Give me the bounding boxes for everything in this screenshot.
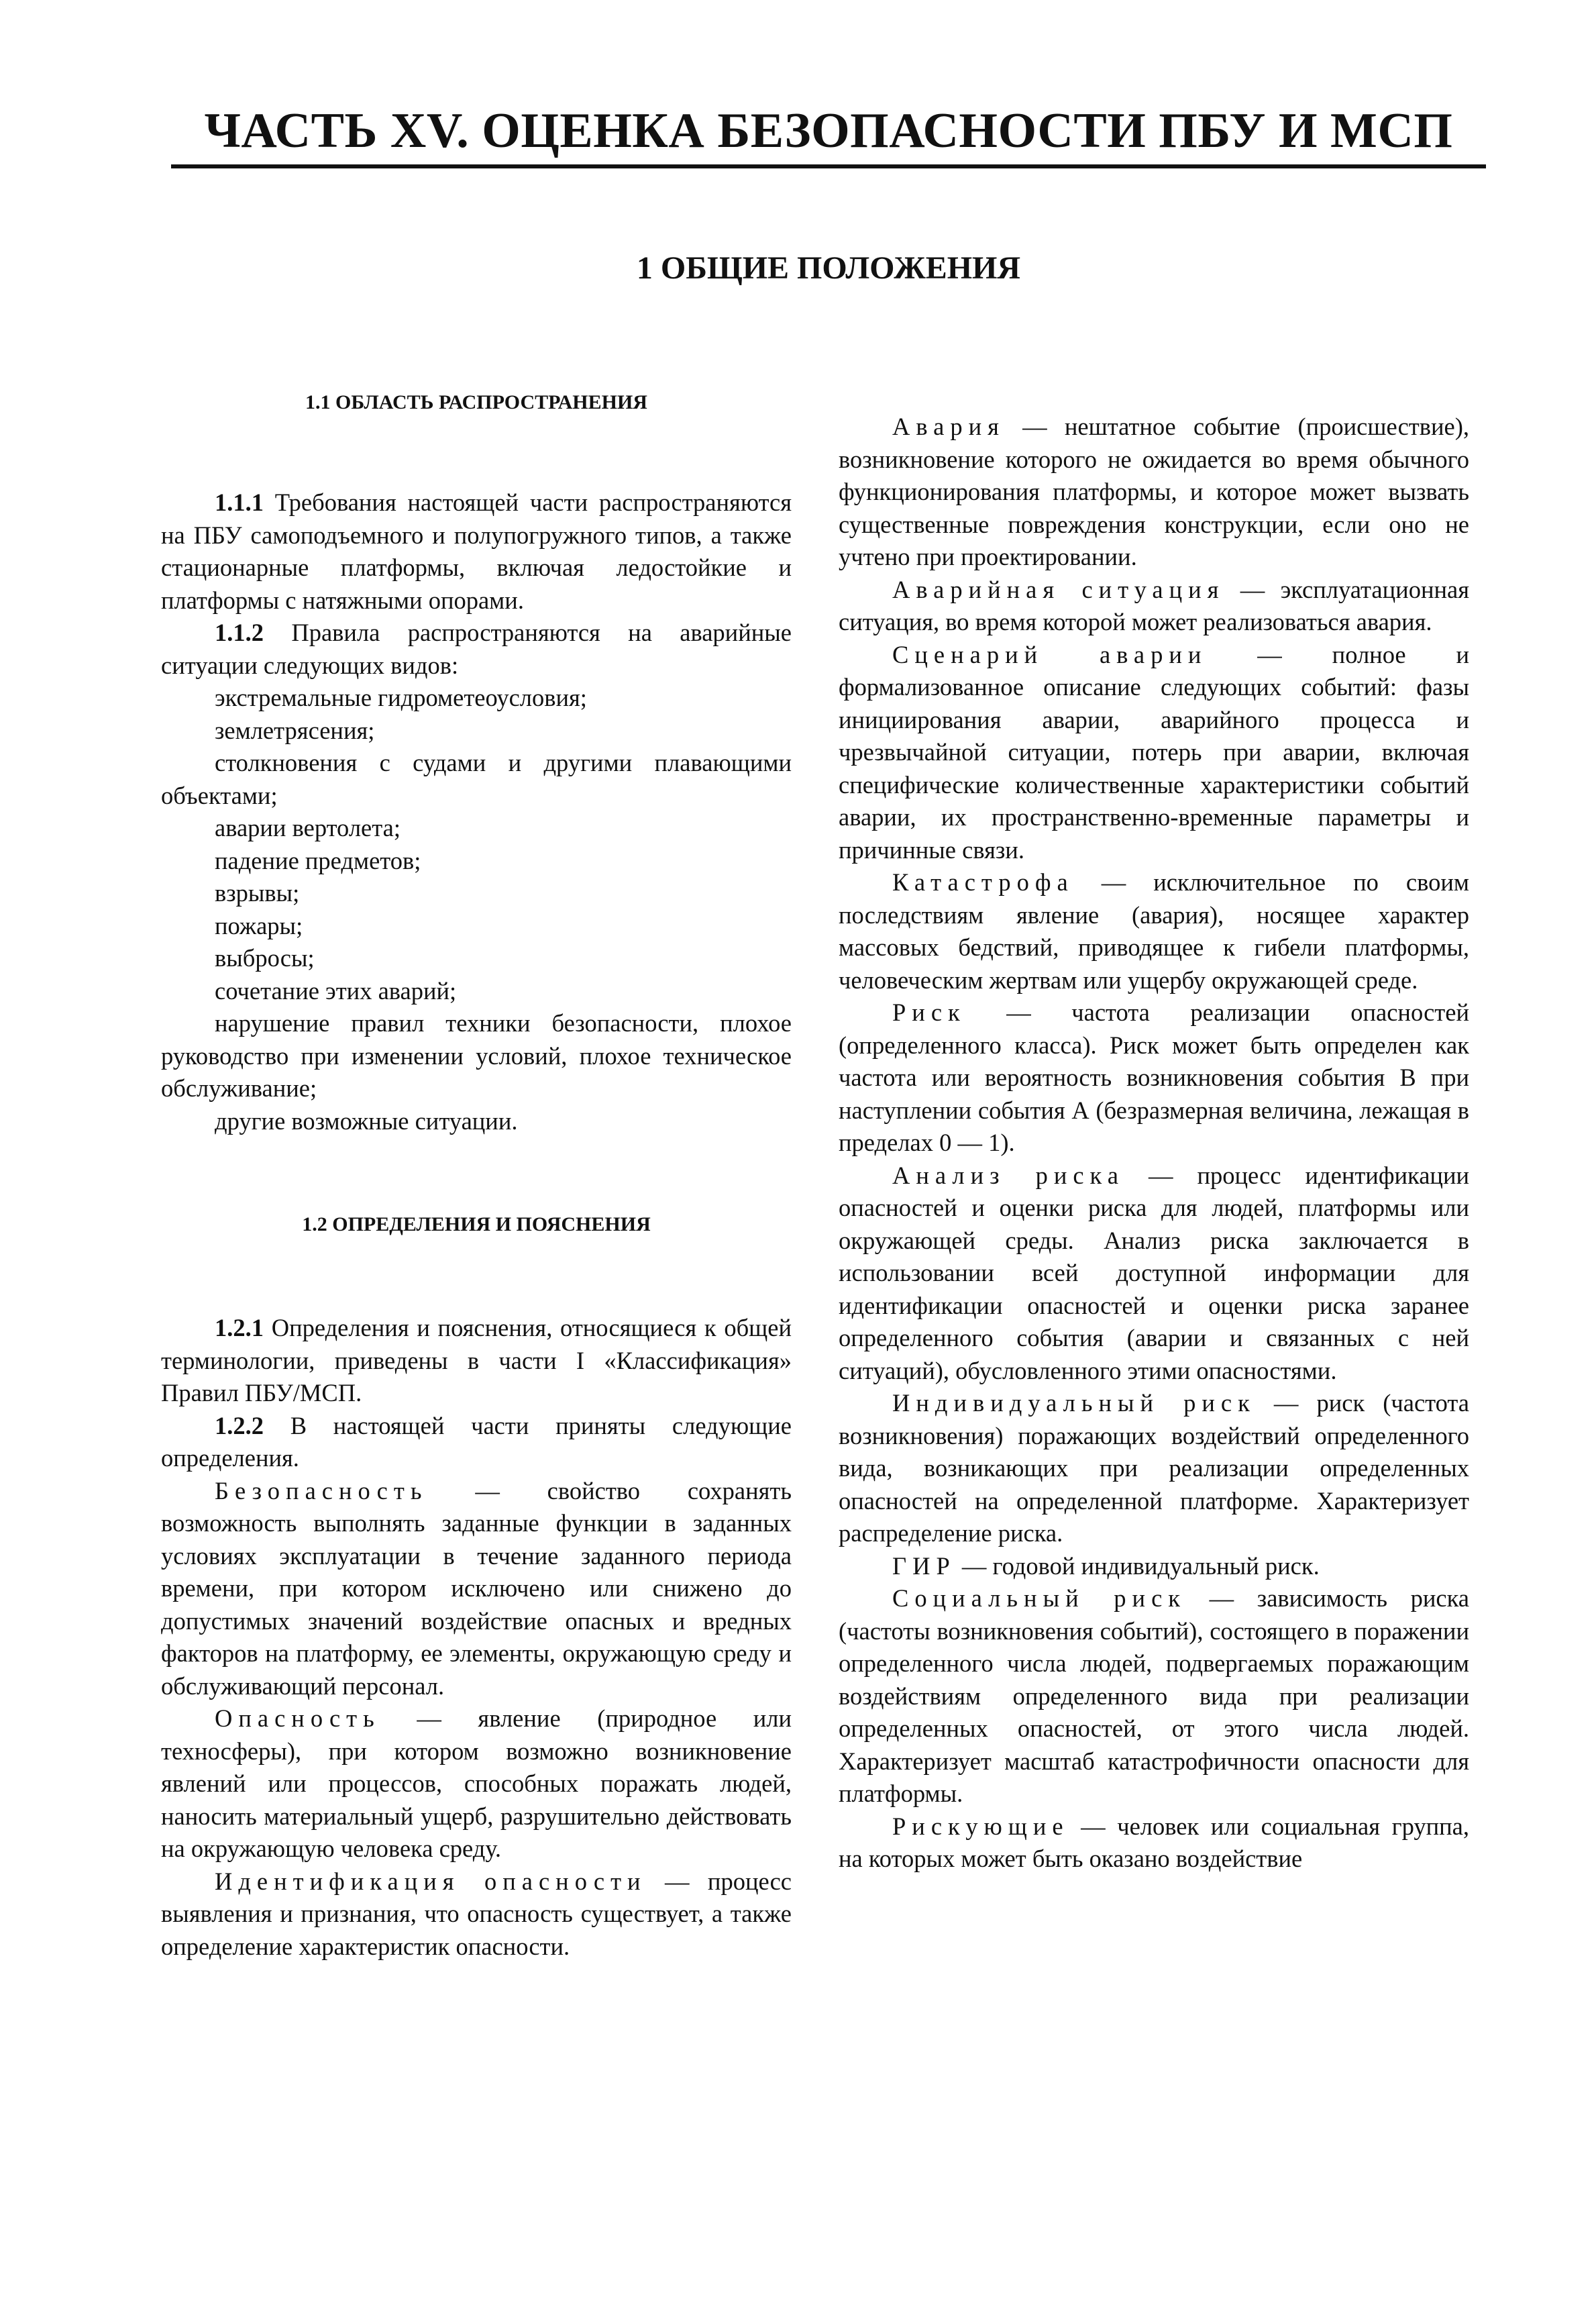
list-item: аварии вертолета; [215, 814, 401, 841]
clause-text: Определения и пояснения, относящиеся к общей терминологии, приведены в части I «Классификация» Правил ПБУ/МСП. [161, 1314, 792, 1407]
definition-term: Сценарий аварии [892, 640, 1208, 668]
definition-risk-analysis [839, 1160, 1469, 1388]
list-item: пожары; [215, 911, 303, 939]
definition-text: — исключительное по своим последствиям явление (авария), носящее характер массовых бедствий, приводящее к гибели платформы, человеческим жертвам или ущербу окружающей среде. [839, 868, 1469, 994]
definition-term: Социальный риск [892, 1584, 1186, 1612]
definition-text: — процесс идентификации опасностей и оценки риска для людей, платформы или окружающей среды. Анализ риска заключается в использовании всей доступной информации для идентификации опасностей и оценки риска заранее определенного события (аварии и связанных с ней ситуаций), обусловленного этими опасностями. [839, 1161, 1470, 1384]
list-item: выбросы; [215, 944, 315, 972]
clause-text: В настоящей части приняты следующие определения. [161, 1411, 792, 1472]
list-item: сочетание этих аварий; [215, 976, 457, 1005]
definition-accident [839, 411, 1469, 574]
list-item: другие возможные ситуации. [215, 1107, 518, 1135]
definition-term: Катастрофа [892, 868, 1074, 896]
list-item: землетрясения; [215, 716, 375, 744]
section-title: 1 ОБЩИЕ ПОЛОЖЕНИЯ [636, 250, 1021, 286]
definition-term: ГИР [892, 1551, 956, 1580]
clause-number: 1.1.2 [215, 619, 264, 646]
clause-text: Правила распространяются на аварийные ситуации следующих видов: [161, 619, 792, 679]
paragraph-1-1-2 [161, 617, 792, 682]
clause-number: 1.2.1 [215, 1314, 264, 1341]
definition-text: — явление (природное или техносферы), при котором возможно возникновение явлений или процессов, способных поражать людей, наносить материальный ущерб, разрушительно действовать на окружающую человека среду. [161, 1704, 792, 1862]
clause-number: 1.1.1 [215, 489, 264, 516]
definition-term: Индивидуальный риск [892, 1389, 1256, 1417]
part-title: ЧАСТЬ XV. ОЦЕНКА БЕЗОПАСНОСТИ ПБУ И МСП [204, 103, 1453, 158]
paragraph-1-1-1 [161, 487, 792, 617]
title-underline [171, 164, 1486, 168]
definition-gir [839, 1550, 1469, 1583]
definition-at-risk [839, 1810, 1469, 1876]
paragraph-1-2-1 [161, 1312, 792, 1410]
left-column [161, 389, 792, 1963]
list-item: экстремальные гидрометеоусловия; [215, 684, 587, 711]
definition-term: Риск [892, 999, 966, 1026]
definition-hazard [161, 1702, 792, 1865]
definition-risk [839, 996, 1469, 1160]
definition-term: Авария [892, 413, 1005, 440]
definition-text: — риск (частота возникновения) поражающих воздействий определенного вида, возникающих при реализации определенных опасностей на определенной платформе. Характеризует распределение риска. [839, 1389, 1469, 1547]
definition-term: Анализ риска [892, 1161, 1124, 1189]
definition-text: — полное и формализованное описание следующих событий: фазы инициирования аварии, аварийного процесса и чрезвычайной ситуации, потерь при аварии, включая специфические количественные характеристики событий аварии, их пространственно-временные параметры и причинные связи. [839, 640, 1469, 864]
list-item: нарушение правил техники безопасности, плохое руководство при изменении условий, плохое техническое обслуживание; [161, 1009, 792, 1102]
definition-term: Аварийная ситуация [892, 575, 1225, 603]
clause-number: 1.2.2 [215, 1411, 264, 1439]
definition-term: Опасность [215, 1704, 380, 1732]
definition-individual-risk [839, 1387, 1469, 1550]
right-column [839, 411, 1469, 1876]
clause-text: Требования настоящей части распространяются на ПБУ самоподъемного и полупогружного типов, а также стационарные платформы, включая ледостойкие и платформы с натяжными опорами. [161, 489, 792, 614]
definition-text: — нештатное событие (происшествие), возникновение которого не ожидается во время обычного функционирования платформы, и которое может вызвать существенные повреждения конструкции, если оно не учтено при проектировании. [839, 413, 1469, 570]
definition-term: Идентификация опасности [215, 1867, 647, 1895]
definition-social-risk [839, 1582, 1469, 1810]
definition-text: — свойство сохранять возможность выполнять заданные функции в заданных условиях эксплуатации в течение заданного периода времени, при котором исключено или снижено до допустимых значений воздействие опасных и вредных факторов на платформу, ее элементы, окружающую среду и обслуживающий персонал. [161, 1476, 792, 1700]
definition-term: Безопасность [215, 1476, 428, 1504]
definition-safety [161, 1475, 792, 1703]
paragraph-1-2-2 [161, 1410, 792, 1475]
definition-text: — эксплуатационная ситуация, во время которой может реализоваться авария. [839, 575, 1469, 635]
definition-hazard-identification [161, 1865, 792, 1963]
definition-accident-scenario [839, 639, 1469, 867]
definition-text: — зависимость риска (частоты возникновения событий), состоящего в поражении определенного числа людей, подвергаемых поражающим воздействиям определенного вида при реализации определенных опасностей, от этого числа людей. Характеризует масштаб катастрофичности опасности для платформы. [839, 1584, 1469, 1807]
list-item: столкновения с судами и другими плавающими объектами; [161, 749, 792, 809]
definition-catastrophe [839, 866, 1469, 996]
definition-text: — процесс выявления и признания, что опасность существует, а также определение характеристик опасности. [161, 1867, 792, 1960]
definition-text: — годовой индивидуальный риск. [955, 1551, 1320, 1580]
list-item: взрывы; [215, 879, 300, 907]
definition-text: — человек или социальная группа, на которых может быть оказано воздействие [839, 1812, 1469, 1872]
definition-text: — частота реализации опасностей (определенного класса). Риск может быть определен как частота или вероятность возникновения события В при наступлении события А (безразмерная величина, лежащая в пределах 0 — 1). [839, 999, 1469, 1156]
definition-emergency-situation [839, 574, 1469, 639]
subsection-heading-scope: 1.1 ОБЛАСТЬ РАСПРОСТРАНЕНИЯ [305, 391, 647, 413]
definition-term: Рискующие [892, 1812, 1069, 1840]
list-item: падение предметов; [215, 846, 421, 874]
subsection-heading-definitions: 1.2 ОПРЕДЕЛЕНИЯ И ПОЯСНЕНИЯ [302, 1213, 651, 1235]
